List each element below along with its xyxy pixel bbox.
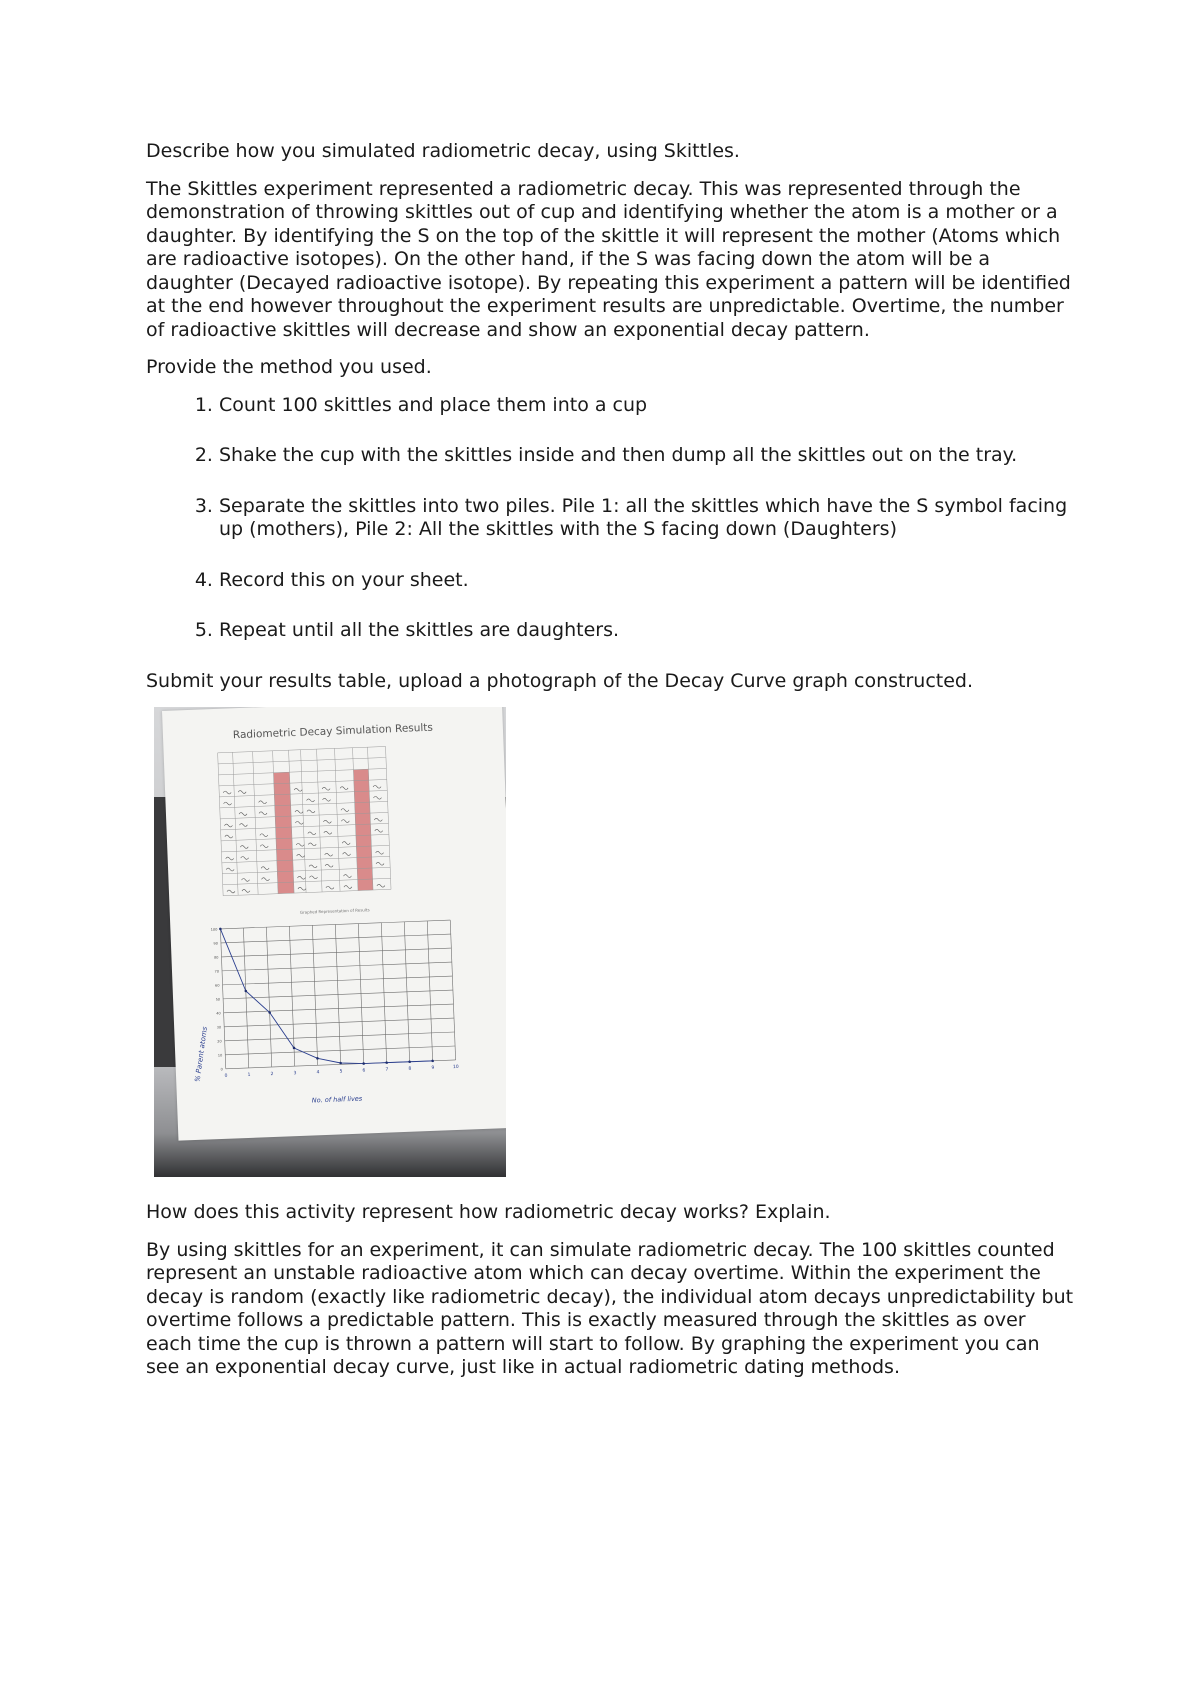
table-handwriting (260, 845, 268, 848)
method-step: 3. Separate the skittles into two piles. Pile 1: all the skittles which have the S symbol facing up (mothers), Pile 2: All the skittles with the S facing down (Daughters) (219, 495, 1076, 542)
decay-point (219, 928, 222, 931)
table-rule (301, 750, 306, 893)
worksheet-paper (162, 707, 506, 1141)
table-handwriting (298, 887, 306, 890)
graph-x-tick: 2 (270, 1071, 274, 1078)
table-handwriting (309, 865, 317, 868)
decay-point (316, 1057, 319, 1060)
decay-graph (211, 918, 459, 1079)
question-1: Describe how you simulated radiometric decay, using Skittles. (146, 140, 740, 162)
table-highlight-column (273, 772, 294, 894)
table-handwriting (341, 819, 349, 822)
graph-y-tick: 0 (220, 1067, 223, 1072)
graph-x-tick: 7 (385, 1067, 389, 1073)
table-handwriting (227, 890, 235, 893)
table-handwriting (238, 790, 246, 793)
answer-4: By using skittles for an experiment, it can simulate radiometric decay. The 100 skittles counted represent an unstable radioactive atom which can decay overtime. Within the experiment the decay is random (exactly like radiometric decay), the individual atom decays unpredictability but overtime follows a predictable pattern. This is exactly measured through the skittles as over each time the cup is thrown a pattern will start to follow. By graphing the experiment you can see an exponential decay curve, just like in actual radiometric dating methods. (146, 1238, 1074, 1378)
table-handwriting (309, 876, 317, 879)
table-handwriting (307, 810, 315, 813)
graph-y-label: % Parent atoms (193, 1026, 209, 1083)
graph-y-tick: 40 (216, 1011, 221, 1016)
graph-y-tick: 80 (213, 955, 219, 960)
table-handwriting (296, 843, 304, 846)
table-handwriting (374, 818, 382, 821)
method-step: 1. Count 100 skittles and place them into a cup (219, 394, 1076, 418)
table-rule (218, 753, 223, 896)
table-handwriting (226, 857, 234, 860)
table-handwriting (373, 785, 381, 788)
table-handwriting (376, 862, 384, 865)
table-handwriting (297, 854, 305, 857)
table-handwriting (373, 796, 381, 799)
graph-y-tick: 20 (217, 1039, 222, 1044)
question-4: How does this activity represent how radiometric decay works? Explain. (146, 1201, 831, 1223)
method-step: 5. Repeat until all the skittles are daughters. (219, 619, 1076, 643)
graph-y-tick: 70 (214, 969, 220, 974)
table-handwriting (308, 843, 316, 846)
worksheet-drawing (162, 707, 506, 1141)
graph-x-tick: 10 (452, 1064, 459, 1071)
results-table (218, 746, 391, 895)
table-highlight-column (353, 769, 373, 890)
table-rule (218, 757, 386, 763)
table-handwriting (343, 874, 351, 877)
table-handwriting (344, 885, 352, 888)
table-rule (218, 746, 386, 752)
table-rule (386, 746, 391, 889)
table-handwriting (306, 799, 314, 802)
table-handwriting (376, 851, 384, 854)
table-handwriting (297, 876, 305, 879)
table-handwriting (261, 877, 269, 880)
table-handwriting (240, 845, 248, 848)
decay-point (385, 1061, 388, 1064)
table-handwriting (308, 832, 316, 835)
graph-x-tick: 6 (362, 1068, 366, 1074)
decay-point (339, 1062, 342, 1065)
graph-y-tick: 10 (217, 1053, 223, 1058)
graph-y-tick: 100 (210, 927, 218, 932)
table-handwriting (322, 787, 330, 790)
graph-y-tick: 90 (213, 941, 219, 946)
table-rule (335, 748, 340, 891)
table-handwriting (225, 835, 233, 838)
table-handwriting (342, 841, 350, 844)
table-rule (317, 749, 322, 892)
decay-point (362, 1062, 365, 1065)
graph-x-tick: 3 (293, 1071, 297, 1077)
table-handwriting (341, 808, 349, 811)
graph-y-tick: 60 (215, 983, 220, 988)
table-handwriting (224, 824, 232, 827)
decay-point (408, 1060, 411, 1063)
table-handwriting (224, 802, 232, 805)
worksheet-title: Radiometric Decay Simulation Results (232, 721, 434, 742)
graph-x-tick: 4 (316, 1070, 320, 1076)
table-handwriting (325, 864, 333, 867)
results-photo (154, 707, 506, 1177)
graph-x-tick: 9 (431, 1065, 435, 1071)
table-handwriting (241, 856, 249, 859)
table-handwriting (239, 812, 247, 815)
table-handwriting (241, 878, 249, 881)
table-handwriting (295, 810, 303, 813)
decay-point (431, 1060, 434, 1063)
table-handwriting (226, 868, 234, 871)
table-handwriting (261, 867, 269, 870)
graph-x-label: No. of half lives (311, 1094, 363, 1105)
table-handwriting (259, 801, 267, 804)
graph-x-tick: 1 (247, 1072, 251, 1078)
document-body (146, 140, 1076, 1394)
table-handwriting (322, 798, 330, 801)
graph-y-tick: 50 (215, 997, 221, 1002)
answer-1: The Skittles experiment represented a radiometric decay. This was represented through the demonstration of throwing skittles out of cup and identifying whether the atom is a mother or a daughter. By identifying the S on the top of the skittle it will represent the mother (Atoms which are radioactive isotopes). On the other hand, if the S was facing down the atom will be a daughter (Decayed radioactive isotope). By repeating this experiment a pattern will be identified at the end however throughout the experiment results are unpredictable. Overtime, the number of radioactive skittles will decrease and show an exponential decay pattern. (146, 177, 1071, 341)
table-handwriting (323, 820, 331, 823)
table-rule (233, 752, 238, 895)
table-handwriting (340, 786, 348, 789)
question-2: Provide the method you used. (146, 356, 432, 378)
table-handwriting (294, 788, 302, 791)
method-list (146, 394, 1076, 643)
table-rule (253, 752, 258, 895)
table-handwriting (260, 834, 268, 837)
method-step: 2. Shake the cup with the skittles inside and then dump all the skittles out on the tray. (219, 444, 1076, 468)
table-handwriting (377, 884, 385, 887)
table-handwriting (343, 852, 351, 855)
method-step: 4. Record this on your sheet. (219, 569, 1076, 593)
table-handwriting (326, 886, 334, 889)
graph-y-tick: 30 (216, 1025, 222, 1030)
graph-x-tick: 0 (224, 1073, 228, 1079)
graph-x-tick: 8 (408, 1066, 412, 1072)
graph-x-tick: 5 (339, 1069, 343, 1075)
graph-title: Graphed Representation of Results (299, 907, 370, 915)
table-handwriting (223, 791, 231, 794)
table-handwriting (242, 889, 250, 892)
table-handwriting (375, 829, 383, 832)
table-handwriting (239, 823, 247, 826)
table-handwriting (324, 831, 332, 834)
table-handwriting (325, 853, 333, 856)
table-handwriting (259, 812, 267, 815)
table-handwriting (295, 821, 303, 824)
question-3: Submit your results table, upload a photograph of the Decay Curve graph constructed. (146, 669, 974, 692)
